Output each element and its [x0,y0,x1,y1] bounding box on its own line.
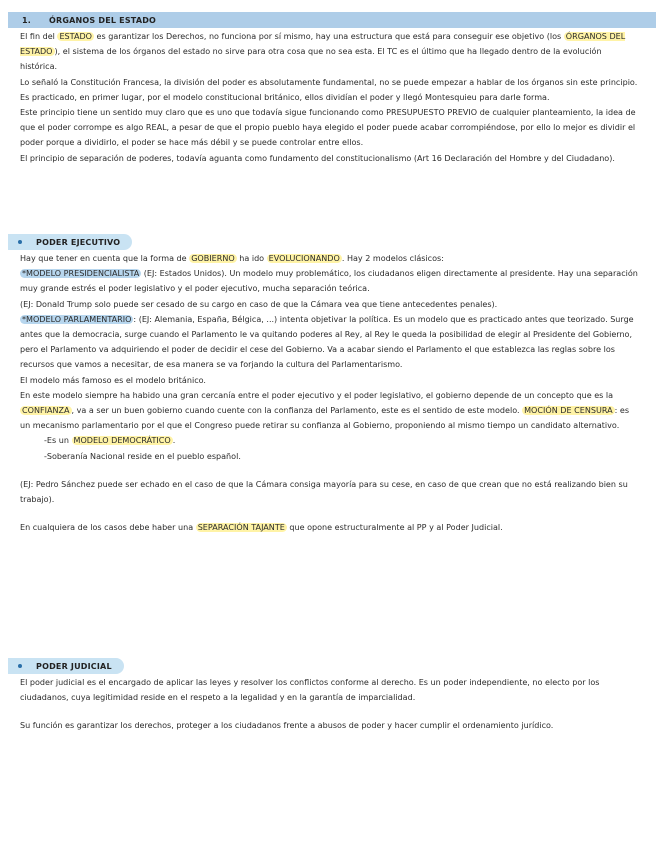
paragraph: (EJ: Pedro Sánchez puede ser echado en el caso de que la Cámara consiga mayoría para su cese, en caso de que crean que no está realizando bien su trabajo). [20,479,628,505]
section-body-organos [20,29,638,166]
section-title: PODER JUDICIAL [36,661,112,671]
highlight-parlamentario: *MODELO PARLAMENTARIO [22,314,132,324]
section-body-judicial [20,675,638,734]
paragraph: Lo señaló la Constitución Francesa, la división del poder es absolutamente fundamental, no se puede empezar a hablar de los órganos sin este principio. Es practicado, en primer lugar, por el modelo constitucional británico, ellos dividían el poder y llegó Montesquieu para darle forma. [20,77,638,102]
paragraph: El poder judicial es el encargado de aplicar las leyes y resolver los conflictos conforme al derecho. Es un poder independiente, no electo por los ciudadanos, cuya legitimidad reside en el respeto a la legalidad y en la garantía de imparcialidad. [20,678,600,703]
paragraph: *MODELO PRESIDENCIALISTA (EJ: Estados Unidos). Un modelo muy problemático, los ciudadanos eligen directamente al presidente. Hay una separación muy grande estrés el poder legislativo y el poder ejecutivo, mucha separación teórica. [20,269,638,294]
paragraph: El principio de separación de poderes, todavía aguanta como fundamento del constitucionalismo (Art 16 Declaración del Hombre y del Ciudadano). [20,153,615,163]
section-header-ejecutivo [8,234,132,250]
paragraph: Hay que tener en cuenta que la forma de GOBIERNO ha ido EVOLUCIONANDO . Hay 2 modelos clásicos: [20,254,444,263]
highlight-organos: ÓRGANOS DEL ESTADO [20,32,626,57]
paragraph: En este modelo siempre ha habido una gran cercanía entre el poder ejecutivo y el poder legislativo, el gobierno depende de un concepto que es la CONFIANZA , va a ser un buen gobierno cuando cuente con la confianza del Parlamento, este es el sentido de este modelo. MOCIÓN DE CENSURA : es un mecanismo parlamentario por el que el Congreso puede retirar su confianza al Gobierno, proponiendo al mismo tiempo un candidato alternativo. [20,390,630,431]
bullet-icon [18,664,22,668]
paragraph: (EJ: Donald Trump solo puede ser cesado de su cargo en caso de que la Cámara vea que tiene antecedentes penales). [20,299,498,309]
highlight-separacion: SEPARACIÓN TAJANTE [197,523,285,533]
paragraph: Este principio tiene un sentido muy claro que es uno que todavía sigue funcionando como PRESUPUESTO PREVIO de cualquier planteamiento, la idea de que el poder corrompe es algo REAL, a pesar de que el propio pueblo haya elegido el poder puede acabar corrompiéndose, por ello lo mejor es dividir el poder porque a dividirlo, el poder se hace más débil y se puede controlar entre ellos. [20,108,636,148]
highlight-mocion: MOCIÓN DE CENSURA [524,406,613,416]
paragraph: Su función es garantizar los derechos, proteger a los ciudadanos frente a abusos de poder y hacer cumplir el ordenamiento jurídico. [20,721,554,731]
paragraph: El modelo más famoso es el modelo británico. [20,375,206,385]
highlight-confianza: CONFIANZA [22,406,70,416]
section-number: 1. [22,15,32,25]
bullet-icon [18,240,22,244]
highlight-estado: ESTADO [59,32,92,41]
section-body-ejecutivo [20,251,638,535]
paragraph: El fin del ESTADO es garantizar los Derechos, no funciona por sí mismo, hay una estructura que está para conseguir ese objetivo (los ÓRGANOS DEL ESTADO ), el sistema de los órganos del estado no sirve para otra cosa que no sea esta. El TC es el último que ha llegado dentro de la evolución histórica. [20,32,626,72]
section-header-judicial [8,658,124,674]
list-item: -Soberanía Nacional reside en el pueblo español. [44,451,241,461]
paragraph: En cualquiera de los casos debe haber una SEPARACIÓN TAJANTE que opone estructuralmente al PP y al Poder Judicial. [20,523,503,533]
highlight-presidencialista: *MODELO PRESIDENCIALISTA [22,269,140,279]
section-title: ÓRGANOS DEL ESTADO [49,15,157,25]
section-header-organos [8,12,656,28]
list-item: -Es un MODELO DEMOCRÁTICO . [44,436,176,446]
section-title: PODER EJECUTIVO [36,237,121,247]
paragraph: *MODELO PARLAMENTARIO : (EJ: Alemania, España, Bélgica, ...) intenta objetivar la política. Es un modelo que es practicado antes que teorizado. Surge antes que la democracia, surge cuando el Parlamento le va quitando poderes al Rey, al Rey le queda la posibilidad de elegir al Presidente del Gobierno, pero el Parlamento va adquiriendo el poder de decidir el cese del Gobierno. Va a acabar siendo el Parlamento el que establezca las reglas sobre los recursos que vamos a necesitar, de esa manera se va forjando la cultura del Parlamentarismo. [20,314,634,370]
highlight-evolucionando: EVOLUCIONANDO [268,254,340,263]
highlight-gobierno: GOBIERNO [191,254,235,263]
highlight-democratico: MODELO DEMOCRÁTICO [73,436,171,446]
